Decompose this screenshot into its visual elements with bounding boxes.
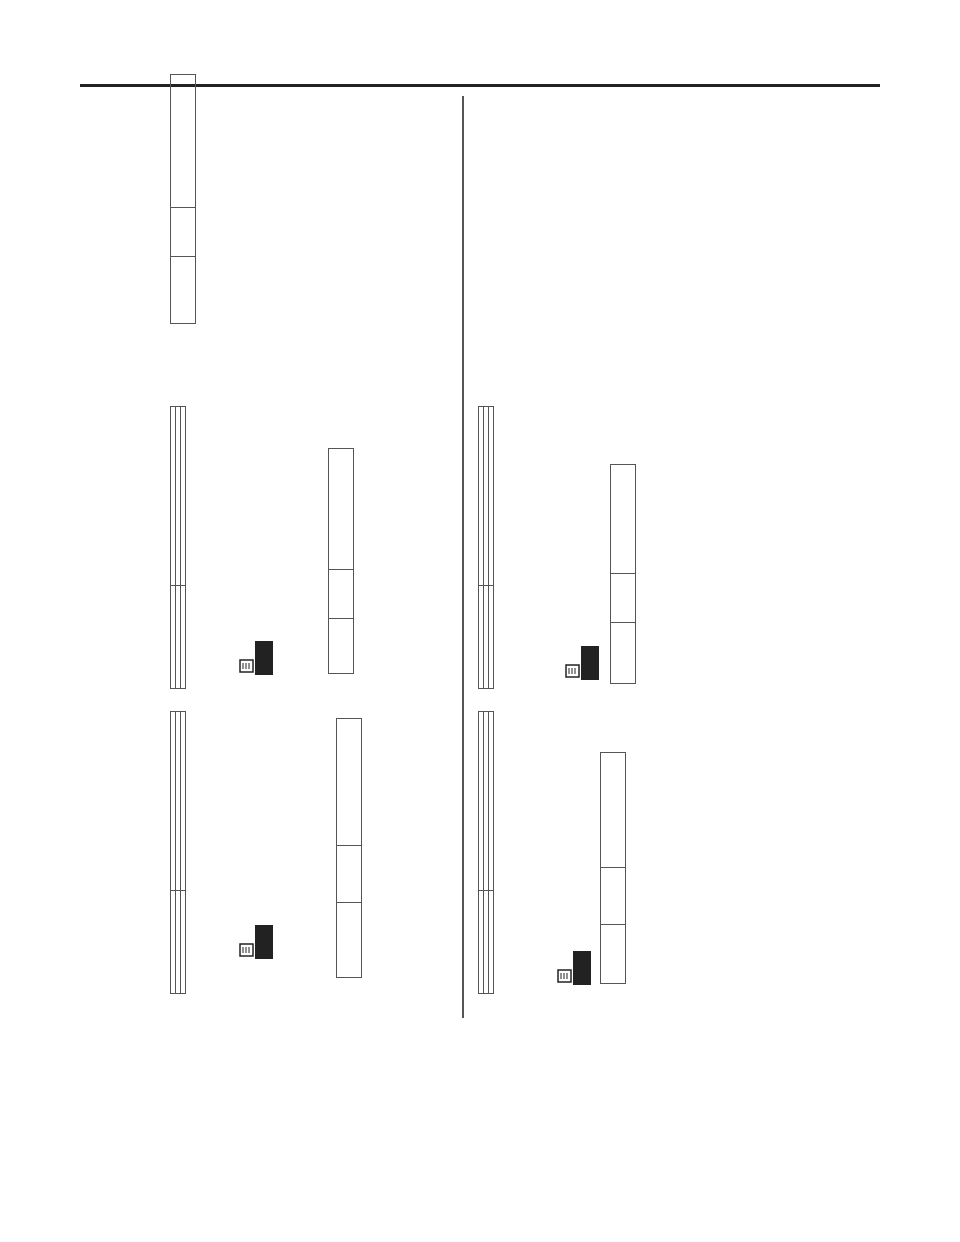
header-cell	[337, 846, 362, 903]
header-cell	[611, 574, 636, 623]
connector-m28-info	[478, 406, 494, 689]
connector-m14-terminal-table	[336, 718, 362, 978]
header-cell	[601, 753, 626, 868]
label	[181, 891, 186, 994]
harness-side-icon	[564, 645, 600, 681]
connector-m18-terminal-table-a	[328, 448, 354, 674]
label	[489, 891, 494, 994]
label	[181, 586, 186, 689]
connector-m18-info	[170, 406, 186, 689]
rotated-connector-sheet	[148, 74, 828, 1014]
header-cell	[171, 208, 196, 257]
harness-side-icon	[556, 950, 592, 986]
header-cell	[611, 623, 636, 684]
connector-color	[181, 712, 186, 891]
connector-m14-info	[170, 711, 186, 994]
connector-m20-terminal-table	[600, 752, 626, 984]
header-cell	[601, 925, 626, 984]
connector-m28-terminal-table	[610, 464, 636, 684]
harness-side-icon	[238, 924, 274, 960]
connector-color	[181, 407, 186, 586]
connector-m18-terminal-table-b	[170, 74, 196, 324]
header-cell	[329, 619, 354, 674]
connector-color	[489, 407, 494, 586]
header-cell	[171, 257, 196, 324]
connector-color	[489, 712, 494, 891]
header-cell	[601, 868, 626, 925]
header-cell	[329, 570, 354, 619]
label	[489, 586, 494, 689]
header-cell	[337, 903, 362, 978]
harness-side-icon	[238, 640, 274, 676]
header-cell	[337, 719, 362, 846]
header-cell	[611, 465, 636, 574]
header-cell	[329, 449, 354, 570]
connector-m20-info	[478, 711, 494, 994]
header-cell	[171, 75, 196, 208]
